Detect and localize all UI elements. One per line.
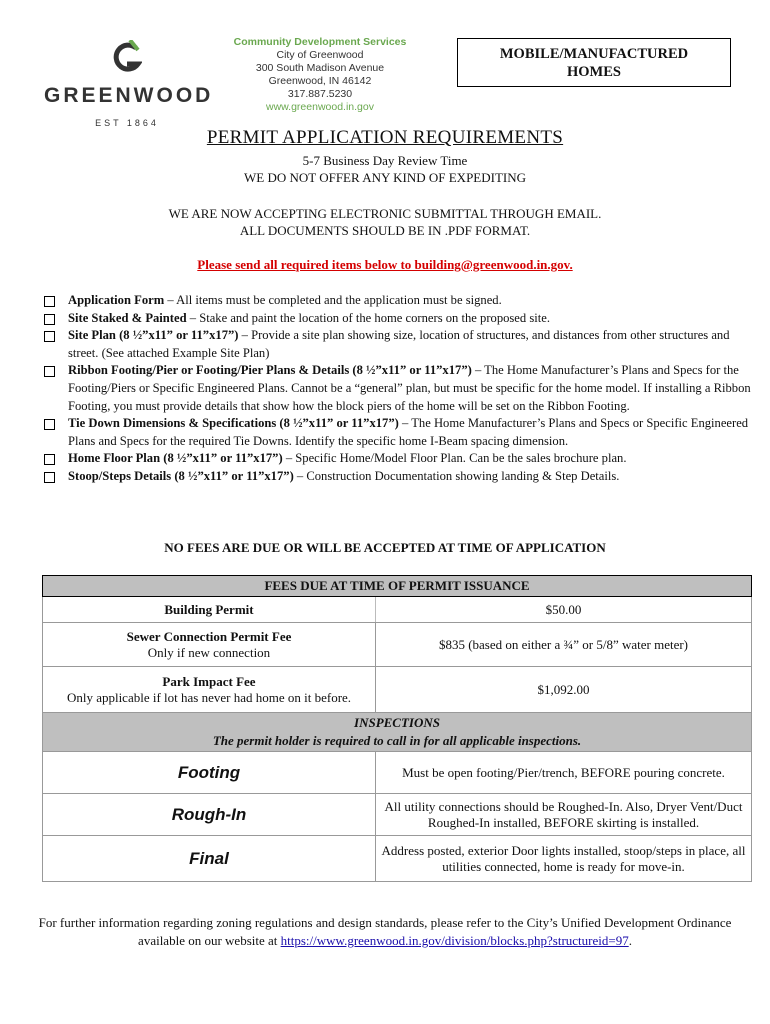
table-row [43,667,752,713]
checklist-item [42,362,752,415]
fee-amount: $1,092.00 [376,667,752,713]
permit-type-line1: MOBILE/MANUFACTURED [499,46,689,62]
checklist-item [42,292,752,310]
checklist-item-text: – Specific Home/Model Floor Plan. Can be the sales brochure plan. [282,451,627,466]
checklist-item-label: Ribbon Footing/Pier or Footing/Pier Plans & Details (8 ½”x11” or 11”x17”) [68,363,472,378]
inspections-subheader: The permit holder is required to call in for all applicable inspections. [212,733,582,748]
fee-note: Only if new connection [147,644,271,660]
inspection-name: Footing [43,752,376,794]
inspection-text: Address posted, exterior Door lights installed, stoop/steps in place, all utilities connected, home is ready for move-in. [376,836,752,882]
electronic-submittal-notice: WE ARE NOW ACCEPTING ELECTRONIC SUBMITTAL THROUGH EMAIL. [168,206,602,221]
fee-name-cell [43,667,376,713]
checklist-item [42,415,752,450]
checklist-item-label: Site Plan (8 ½”x11” or 11”x17”) [68,328,239,343]
fee-name: Park Impact Fee [162,673,256,689]
checklist-item-text: – The Home Manufacturer’s Plans and Specs for the Footing/Piers or Specific Engineered Plans. Cannot be a “general” plan, but must be specific for the home model. If installing a Ribbon Footing, you must provide details that show how the block piers of the home will be set on the Ribbon Footing. [68,363,751,413]
checklist-item [42,327,752,362]
inspection-text: All utility connections should be Roughed-In. Also, Dryer Vent/Duct Roughed-In installed, BEFORE skirting is installed. [376,794,752,836]
table-row [43,836,752,882]
footer-text: For further information regarding zoning regulations and design standards, please refer to the City’s Unified Development Ordinance available on our website at [38,915,732,948]
fee-name-cell [43,623,376,667]
table-row [43,597,752,623]
city-state-zip: Greenwood, IN 46142 [268,75,372,87]
inspections-header: INSPECTIONS [354,715,440,730]
checklist-item-label: Stoop/Steps Details (8 ½”x11” or 11”x17”) [68,468,294,483]
phone-number: 317.887.5230 [287,88,353,100]
inspection-name: Final [43,836,376,882]
checkbox-icon[interactable] [44,331,55,342]
page-title: PERMIT APPLICATION REQUIREMENTS [206,127,564,148]
checklist-item-text: – Provide a site plan showing size, location of structures, and distances from other structures and street. (See attached Example Site Plan) [68,328,730,360]
checkbox-icon[interactable] [44,472,55,483]
city-name: City of Greenwood [276,49,364,61]
fee-name-cell [43,597,376,623]
fee-amount: $835 (based on either a ¾” or 5/8” water meter) [376,623,752,667]
checklist-item [42,310,752,328]
footer-end: . [628,933,632,948]
logo-established: EST 1864 [95,118,159,128]
inspections-header-cell [43,713,752,752]
checklist-item-label: Home Floor Plan (8 ½”x11” or 11”x17”) [68,451,283,466]
logo-wordmark: GREENWOOD [44,84,214,107]
greenwood-logo [44,40,214,128]
fees-header: FEES DUE AT TIME OF PERMIT ISSUANCE [43,576,752,597]
fee-name: Sewer Connection Permit Fee [126,628,292,644]
inspection-name: Rough-In [43,794,376,836]
contact-block [225,36,415,114]
fee-name: Building Permit [164,601,254,617]
checklist-item-label: Tie Down Dimensions & Specifications (8 ½”x11” or 11”x17”) [68,416,399,431]
checkbox-icon[interactable] [44,296,55,307]
website-link[interactable]: www.greenwood.in.gov [266,101,374,113]
inspection-text: Must be open footing/Pier/trench, BEFORE pouring concrete. [376,752,752,794]
checkbox-icon[interactable] [44,419,55,430]
footer-note [0,914,770,950]
checklist-item [42,468,752,486]
pdf-format-notice: ALL DOCUMENTS SHOULD BE IN .PDF FORMAT. [239,223,531,238]
fee-amount: $50.00 [376,597,752,623]
checklist-item-label: Application Form [68,293,165,307]
fees-inspections-table [42,575,752,882]
checklist-item-label: Site Staked & Painted [68,310,187,325]
checklist-item-text: – Stake and paint the location of the home corners on the proposed site. [186,310,550,325]
fee-note: Only applicable if lot has never had home on it before. [66,689,352,705]
table-row [43,752,752,794]
checklist-item [42,450,752,468]
table-row [43,794,752,836]
checklist-item-text: – The Home Manufacturer’s Plans and Specs or Specific Engineered Plans and Specs for the required Tie Downs. Identify the specific home I-Beam spacing dimension. [68,416,749,448]
greenwood-g-icon [112,40,142,80]
checkbox-icon[interactable] [44,314,55,325]
street-address: 300 South Madison Avenue [255,62,385,74]
department-name: Community Development Services [233,36,407,48]
checkbox-icon[interactable] [44,366,55,377]
requirements-checklist [42,292,752,486]
no-expedite-notice: WE DO NOT OFFER ANY KIND OF EXPEDITING [243,170,527,185]
ordinance-link[interactable]: https://www.greenwood.in.gov/division/blocks.php?structureid=97 [280,933,629,948]
permit-type-line2: HOMES [567,64,621,80]
checklist-item-text: – Construction Documentation showing landing & Step Details. [293,468,620,483]
review-time: 5-7 Business Day Review Time [302,153,468,168]
table-row [43,623,752,667]
email-instruction[interactable]: Please send all required items below to building@greenwood.in.gov. [197,257,573,272]
checklist-item-text: – All items must be completed and the application must be signed. [164,293,502,307]
permit-type-box [457,38,731,87]
checkbox-icon[interactable] [44,454,55,465]
no-fees-notice: NO FEES ARE DUE OR WILL BE ACCEPTED AT TIME OF APPLICATION [164,540,606,555]
